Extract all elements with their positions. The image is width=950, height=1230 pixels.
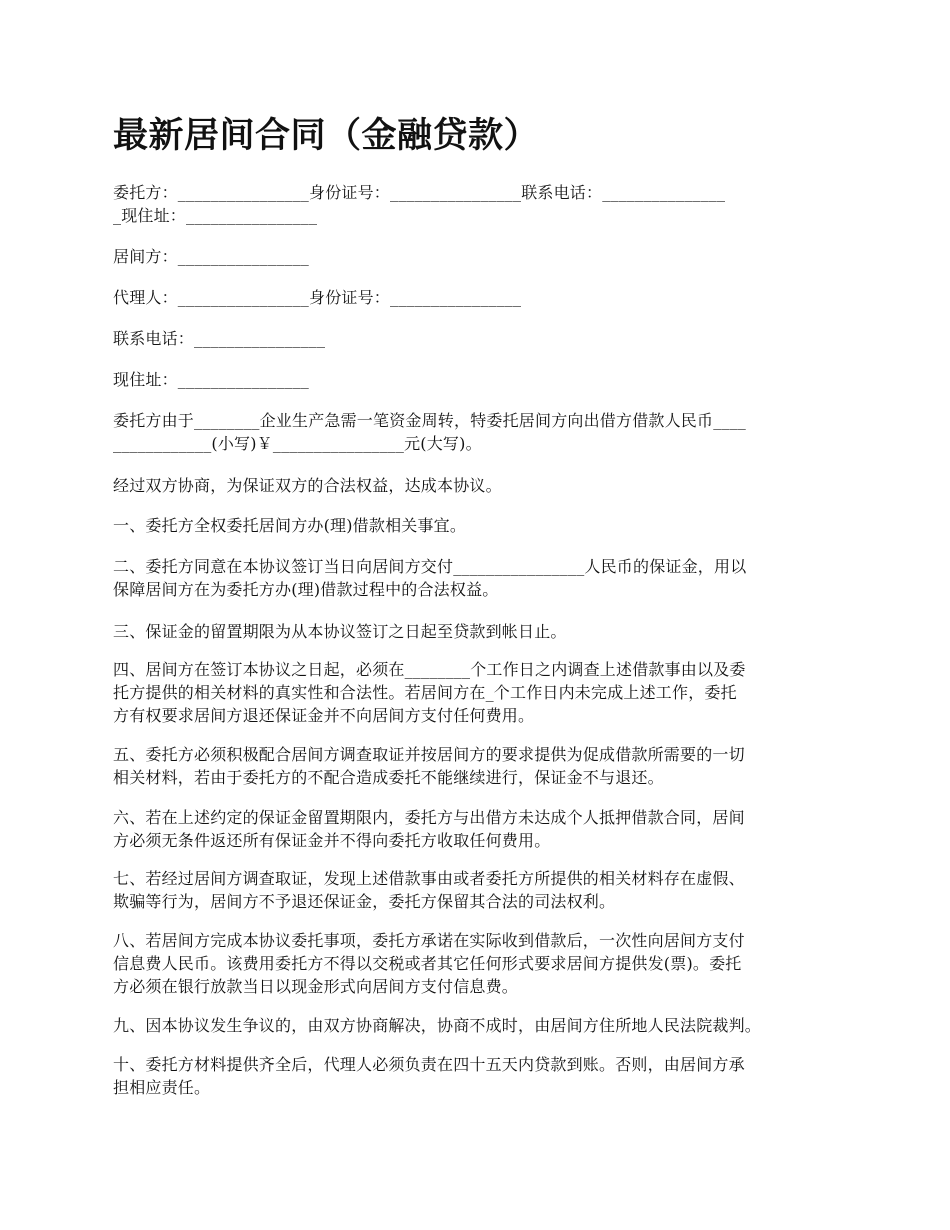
clause-5: [113, 743, 843, 789]
text-line: 六、若在上述约定的保证金留置期限内，委托方与出借方未达成个人抵押借款合同，居间: [113, 808, 745, 827]
text-line: 委托方由于________企业生产急需一笔资金周转，特委托居间方向出借方借款人民币____: [113, 411, 747, 430]
clause-2: [113, 555, 843, 601]
clause-8: [113, 929, 843, 998]
text-line: 四、居间方在签订本协议之日起，必须在________个工作日之内调查上述借款事由以及委: [113, 660, 746, 679]
text-line: 相关材料，若由于委托方的不配合造成委托不能继续进行，保证金不与退还。: [113, 768, 664, 787]
paragraph-phone: [113, 327, 843, 350]
paragraph-agreement: [113, 474, 843, 497]
paragraph-address: [113, 368, 843, 391]
text-line: 二、委托方同意在本协议签订当日向居间方交付________________人民币的保证金，用以: [113, 557, 747, 576]
text-line: 经过双方协商，为保证双方的合法权益，达成本协议。: [113, 476, 502, 495]
paragraph-client-info: [113, 181, 843, 227]
text-line: 方有权要求居间方退还保证金并不向居间方支付任何费用。: [113, 706, 535, 725]
text-line: 现住址：________________: [113, 370, 310, 389]
text-line: 代理人：________________身份证号：________________: [113, 288, 522, 307]
text-line: ____________(小写)￥________________元(大写)。: [113, 434, 482, 453]
clause-10: [113, 1053, 843, 1099]
clause-1: [113, 514, 843, 537]
clause-7: [113, 867, 843, 913]
text-line: 九、因本协议发生争议的，由双方协商解决，协商不成时，由居间方住所地人民法院裁判。: [113, 1016, 762, 1035]
text-line: 八、若居间方完成本协议委托事项，委托方承诺在实际收到借款后，一次性向居间方支付: [113, 931, 745, 950]
text-line: 七、若经过居间方调查取证，发现上述借款事由或者委托方所提供的相关材料存在虚假、: [113, 869, 745, 888]
text-line: 保障居间方在为委托方办(理)借款过程中的合法权益。: [113, 580, 499, 599]
text-line: 委托方：________________身份证号：________________联系电话：_______________: [113, 183, 726, 202]
text-line: 联系电话：________________: [113, 329, 326, 348]
text-line: 信息费人民币。该费用委托方不得以交税或者其它任何形式要求居间方提供发(票)。委托: [113, 954, 742, 973]
text-line: 五、委托方必须积极配合居间方调查取证并按居间方的要求提供为促成借款所需要的一切: [113, 745, 745, 764]
text-line: 三、保证金的留置期限为从本协议签订之日起至贷款到帐日止。: [113, 622, 567, 641]
clause-9: [113, 1014, 843, 1037]
clause-6: [113, 806, 843, 852]
text-line: 欺骗等行为，居间方不予退还保证金，委托方保留其合法的司法权利。: [113, 892, 616, 911]
paragraph-loan-request: [113, 409, 843, 455]
paragraph-intermediary: [113, 245, 843, 268]
text-line: 方必须在银行放款当日以现金形式向居间方支付信息费。: [113, 977, 519, 996]
paragraph-agent: [113, 286, 843, 309]
text-line: _现住址：________________: [113, 206, 318, 225]
document-title: 最新居间合同（金融贷款）: [113, 116, 540, 156]
clause-4: [113, 658, 843, 727]
text-line: 一、委托方全权委托居间方办(理)借款相关事宜。: [113, 516, 467, 535]
text-line: 担相应责任。: [113, 1078, 211, 1097]
text-line: 托方提供的相关材料的真实性和合法性。若居间方在_个工作日内未完成上述工作，委托: [113, 683, 737, 702]
text-line: 居间方：________________: [113, 247, 310, 266]
text-line: 十、委托方材料提供齐全后，代理人必须负责在四十五天内贷款到账。否则，由居间方承: [113, 1055, 745, 1074]
clause-3: [113, 620, 843, 643]
text-line: 方必须无条件返还所有保证金并不得向委托方收取任何费用。: [113, 831, 551, 850]
